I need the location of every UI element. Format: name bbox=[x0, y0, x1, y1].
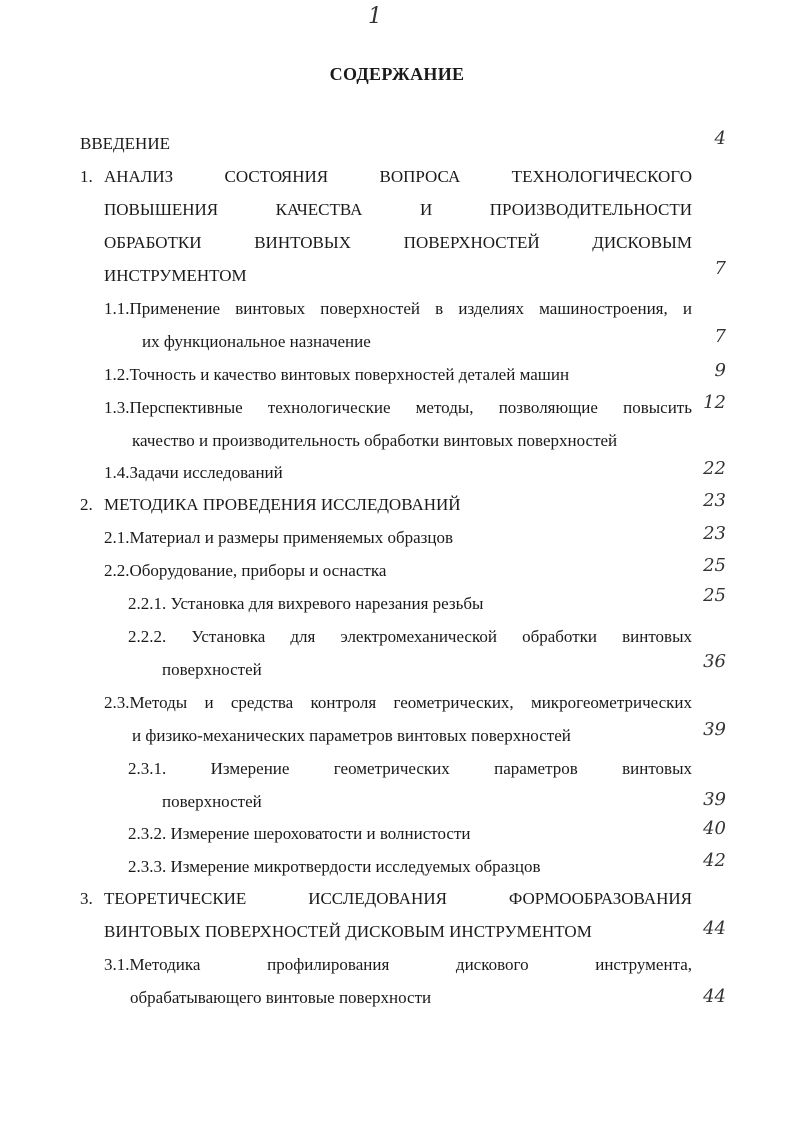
toc-s1-4-line1: 1.4.Задачи исследований bbox=[104, 463, 283, 482]
toc-s2-2-2-page: 36 bbox=[703, 651, 726, 672]
toc-s2-3-1-page: 39 bbox=[703, 789, 726, 810]
toc-ch3-line1: ТЕОРЕТИЧЕСКИЕ ИССЛЕДОВАНИЯ ФОРМООБРАЗОВАНИЯ bbox=[104, 889, 692, 908]
toc-ch3-page: 44 bbox=[703, 918, 726, 939]
toc-s1-1-line1: 1.1.Применение винтовых поверхностей в изделиях машиностроения, и bbox=[104, 299, 692, 318]
toc-s2-2-line1: 2.2.Оборудование, приборы и оснастка bbox=[104, 561, 387, 580]
toc-s1-1-page: 7 bbox=[714, 326, 726, 347]
toc-s2-1-line1: 2.1.Материал и размеры применяемых образцов bbox=[104, 528, 453, 547]
toc-s2-2-1-line1: 2.2.1. Установка для вихревого нарезания резьбы bbox=[128, 594, 484, 613]
toc-s3-1-line2: обрабатывающего винтовые поверхности bbox=[130, 988, 432, 1007]
toc-ch1-line4: ИНСТРУМЕНТОМ bbox=[104, 266, 247, 285]
toc-s2-3-1-line1: 2.3.1. Измерение геометрических параметров винтовых bbox=[128, 759, 692, 778]
page-number: 1 bbox=[368, 4, 382, 29]
toc-s2-3-3-line1: 2.3.3. Измерение микротвердости исследуемых образцов bbox=[128, 857, 541, 876]
toc-s1-3-line2: качество и производительность обработки винтовых поверхностей bbox=[132, 431, 618, 450]
toc-s2-3-2-line1: 2.3.2. Измерение шероховатости и волнистости bbox=[128, 824, 471, 843]
toc-s3-1-page: 44 bbox=[703, 986, 726, 1007]
toc-ch1-line2: ПОВЫШЕНИЯ КАЧЕСТВА И ПРОИЗВОДИТЕЛЬНОСТИ bbox=[104, 200, 692, 219]
toc-ch2-number: 2. bbox=[80, 495, 93, 514]
toc-ch2-line1: МЕТОДИКА ПРОВЕДЕНИЯ ИССЛЕДОВАНИЙ bbox=[104, 495, 461, 514]
toc-s1-3-line1: 1.3.Перспективные технологические методы, позволяющие повысить bbox=[104, 398, 692, 417]
toc-s2-3-2-page: 40 bbox=[703, 818, 726, 839]
toc-s2-1-page: 23 bbox=[703, 523, 726, 544]
toc-s2-2-2-line2: поверхностей bbox=[162, 660, 262, 679]
toc-s2-2-page: 25 bbox=[703, 555, 726, 576]
toc-ch1-number: 1. bbox=[80, 167, 93, 186]
toc-s1-3-page: 12 bbox=[703, 392, 726, 413]
toc-s2-2-2-line1: 2.2.2. Установка для электромеханической обработки винтовых bbox=[128, 627, 692, 646]
toc-s2-3-line1: 2.3.Методы и средства контроля геометрических, микрогеометрических bbox=[104, 693, 692, 712]
toc-ch2-page: 23 bbox=[703, 490, 726, 511]
toc-s2-3-1-line2: поверхностей bbox=[162, 792, 262, 811]
toc-intro-page: 4 bbox=[714, 128, 726, 149]
toc-s2-3-page: 39 bbox=[703, 719, 726, 740]
toc-intro-label: ВВЕДЕНИЕ bbox=[80, 134, 170, 153]
toc-s2-3-3-page: 42 bbox=[703, 850, 726, 871]
toc-s1-2-line1: 1.2.Точность и качество винтовых поверхностей деталей машин bbox=[104, 365, 570, 384]
toc-ch3-line2: ВИНТОВЫХ ПОВЕРХНОСТЕЙ ДИСКОВЫМ ИНСТРУМЕНТОМ bbox=[104, 922, 592, 941]
toc-s1-4-page: 22 bbox=[703, 458, 726, 479]
toc-s3-1-line1: 3.1.Методика профилирования дискового инструмента, bbox=[104, 955, 692, 974]
toc-ch1-line3: ОБРАБОТКИ ВИНТОВЫХ ПОВЕРХНОСТЕЙ ДИСКОВЫМ bbox=[104, 233, 692, 252]
toc-ch1-line1: АНАЛИЗ СОСТОЯНИЯ ВОПРОСА ТЕХНОЛОГИЧЕСКОГО bbox=[104, 167, 692, 186]
page-title: СОДЕРЖАНИЕ bbox=[329, 64, 465, 84]
toc-ch3-number: 3. bbox=[80, 889, 93, 908]
toc-ch1-page: 7 bbox=[714, 258, 726, 279]
toc-s1-2-page: 9 bbox=[714, 360, 726, 381]
toc-s1-1-line2: их функциональное назначение bbox=[142, 332, 371, 351]
toc-s2-3-line2: и физико-механических параметров винтовых поверхностей bbox=[132, 726, 571, 745]
toc-s2-2-1-page: 25 bbox=[703, 585, 726, 606]
